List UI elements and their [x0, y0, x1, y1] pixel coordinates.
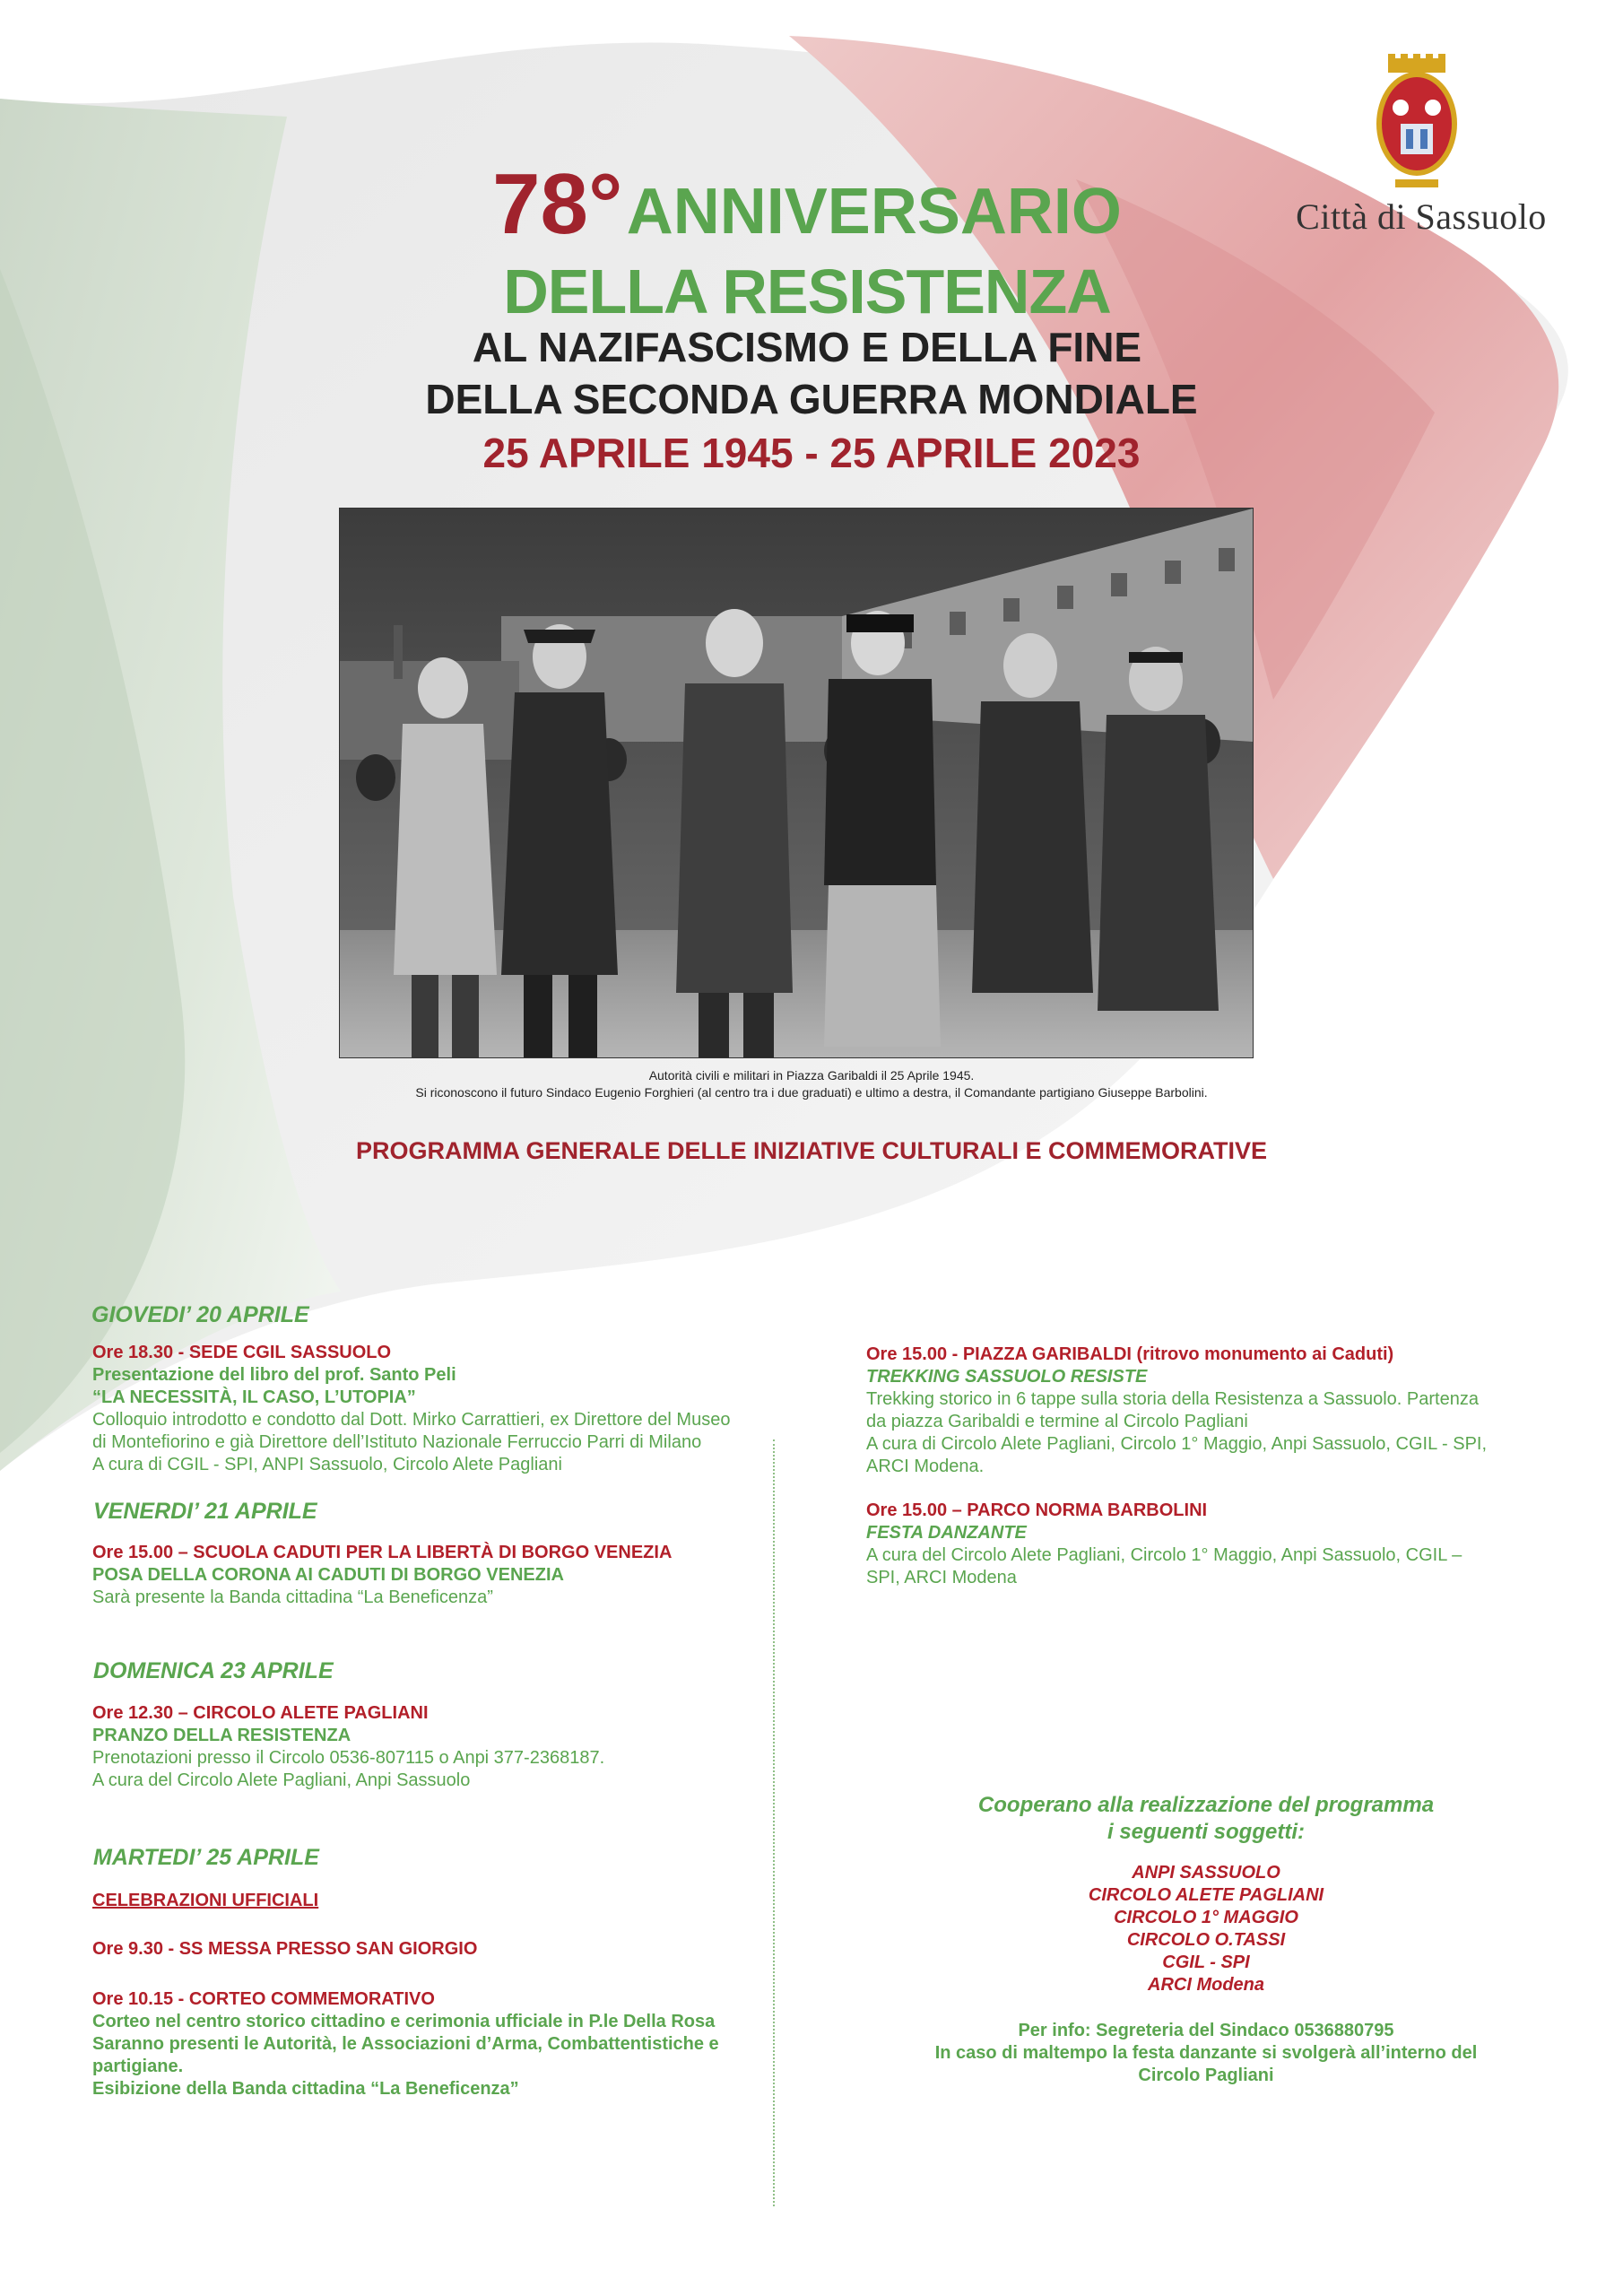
event-line: Sarà presente la Banda cittadina “La Beneficenza” — [92, 1587, 493, 1607]
partner-item: CIRCOLO O.TASSI — [1126, 1930, 1286, 1950]
info-line: In caso di maltempo la festa danzante si svolgerà all’interno del — [934, 2043, 1478, 2063]
headline-dates: 25 APRILE 1945 - 25 APRILE 2023 — [482, 430, 1141, 476]
historic-photo — [339, 508, 1254, 1058]
cooperano-heading-2: i seguenti soggetti: — [1107, 1820, 1305, 1844]
event-festa — [866, 1500, 1462, 1589]
partner-item: ANPI SASSUOLO — [1132, 1863, 1280, 1883]
event-line: A cura del Circolo Alete Pagliani, Anpi Sassuolo — [92, 1770, 471, 1790]
day-venerdi: VENERDI’ 21 APRILE — [93, 1499, 317, 1524]
info-line: Per info: Segreteria del Sindaco 0536880795 — [1018, 2021, 1394, 2040]
event-time: Ore 18.30 - SEDE CGIL SASSUOLO — [92, 1343, 392, 1362]
city-crest-logo — [1345, 54, 1488, 193]
event-giovedi — [92, 1342, 730, 1476]
event-line: A cura del Circolo Alete Pagliani, Circolo 1° Maggio, Anpi Sassuolo, CGIL – — [866, 1545, 1462, 1565]
anniversary-number: 78° — [492, 156, 623, 252]
event-line: da piazza Garibaldi e termine al Circolo Pagliani — [866, 1412, 1248, 1431]
event-title: FESTA DANZANTE — [866, 1523, 1027, 1543]
event-trekking — [866, 1344, 1487, 1478]
photo-caption — [269, 1067, 1354, 1101]
event-time: Ore 12.30 – CIRCOLO ALETE PAGLIANI — [92, 1703, 429, 1723]
cooperano-block — [897, 1792, 1515, 2087]
headline-line-4: DELLA SECONDA GUERRA MONDIALE — [425, 376, 1198, 422]
event-time: Ore 15.00 - PIAZZA GARIBALDI (ritrovo monumento ai Caduti) — [866, 1344, 1394, 1364]
event-venerdi — [92, 1542, 672, 1609]
day-domenica: DOMENICA 23 APRILE — [93, 1658, 334, 1683]
event-line: “LA NECESSITÀ, IL CASO, L’UTOPIA” — [92, 1387, 416, 1407]
event-line: Presentazione del libro del prof. Santo Peli — [92, 1365, 456, 1385]
event-line: Esibizione della Banda cittadina “La Beneficenza” — [92, 2079, 519, 2099]
event-line: A cura di Circolo Alete Pagliani, Circolo 1° Maggio, Anpi Sassuolo, CGIL - SPI, — [866, 1434, 1488, 1454]
partner-item: CIRCOLO 1° MAGGIO — [1114, 1908, 1298, 1927]
city-name: Città di Sassuolo — [1296, 196, 1547, 237]
event-line: PRANZO DELLA RESISTENZA — [92, 1726, 352, 1745]
partner-item: ARCI Modena — [1148, 1975, 1264, 1995]
event-title: TREKKING SASSUOLO RESISTE — [866, 1367, 1148, 1387]
column-divider — [773, 1439, 775, 2206]
day-martedi: MARTEDI’ 25 APRILE — [93, 1845, 319, 1870]
partner-item: CGIL - SPI — [1162, 1952, 1250, 1972]
event-line: Prenotazioni presso il Circolo 0536-807115 o Anpi 377-2368187. — [92, 1748, 605, 1768]
headline-line-2: DELLA RESISTENZA — [503, 257, 1111, 326]
day-giovedi: GIOVEDI’ 20 APRILE — [91, 1302, 309, 1327]
event-line: A cura di CGIL - SPI, ANPI Sassuolo, Circolo Alete Pagliani — [92, 1455, 562, 1474]
event-domenica — [92, 1702, 604, 1792]
event-line: POSA DELLA CORONA AI CADUTI DI BORGO VENEZIA — [92, 1565, 564, 1585]
event-line: Trekking storico in 6 tappe sulla storia della Resistenza a Sassuolo. Partenza — [866, 1389, 1479, 1409]
headline-line-1 — [269, 156, 1345, 252]
cooperano-heading-1: Cooperano alla realizzazione del programma — [977, 1793, 1435, 1817]
programma-heading: PROGRAMMA GENERALE DELLE INIZIATIVE CULTURALI E COMMEMORATIVE — [356, 1137, 1267, 1164]
event-line: partigiane. — [92, 2057, 184, 2076]
event-line: SPI, ARCI Modena — [866, 1568, 1017, 1587]
event-time: Ore 10.15 - CORTEO COMMEMORATIVO — [92, 1989, 435, 2009]
celebrazioni-ufficiali: CELEBRAZIONI UFFICIALI — [92, 1891, 319, 1910]
headline-line-3: AL NAZIFASCISMO E DELLA FINE — [472, 324, 1142, 370]
event-line: Saranno presenti le Autorità, le Associazioni d’Arma, Combattentistiche e — [92, 2034, 719, 2054]
anniversary-word: ANNIVERSARIO — [626, 176, 1122, 248]
info-line: Circolo Pagliani — [1138, 2066, 1274, 2085]
event-corteo — [92, 1988, 719, 2100]
event-line: di Montefiorino e già Direttore dell’Istituto Nazionale Ferruccio Parri di Milano — [92, 1432, 702, 1452]
photo-caption-line-2: Si riconoscono il futuro Sindaco Eugenio Forghieri (al centro tra i due graduati) e ultimo a destra, il Comandante partigiano Giuseppe Barbolini. — [415, 1085, 1208, 1100]
event-messa: Ore 9.30 - SS MESSA PRESSO SAN GIORGIO — [92, 1939, 478, 1959]
event-line: Colloquio introdotto e condotto dal Dott. Mirko Carrattieri, ex Direttore del Museo — [92, 1410, 731, 1430]
photo-caption-line-1: Autorità civili e militari in Piazza Garibaldi il 25 Aprile 1945. — [648, 1068, 975, 1083]
partner-item: CIRCOLO ALETE PAGLIANI — [1088, 1885, 1324, 1905]
event-line: Corteo nel centro storico cittadino e cerimonia ufficiale in P.le Della Rosa — [92, 2012, 716, 2031]
event-time: Ore 15.00 – SCUOLA CADUTI PER LA LIBERTÀ DI BORGO VENEZIA — [92, 1543, 673, 1562]
event-line: ARCI Modena. — [866, 1457, 985, 1476]
event-time: Ore 15.00 – PARCO NORMA BARBOLINI — [866, 1500, 1208, 1520]
